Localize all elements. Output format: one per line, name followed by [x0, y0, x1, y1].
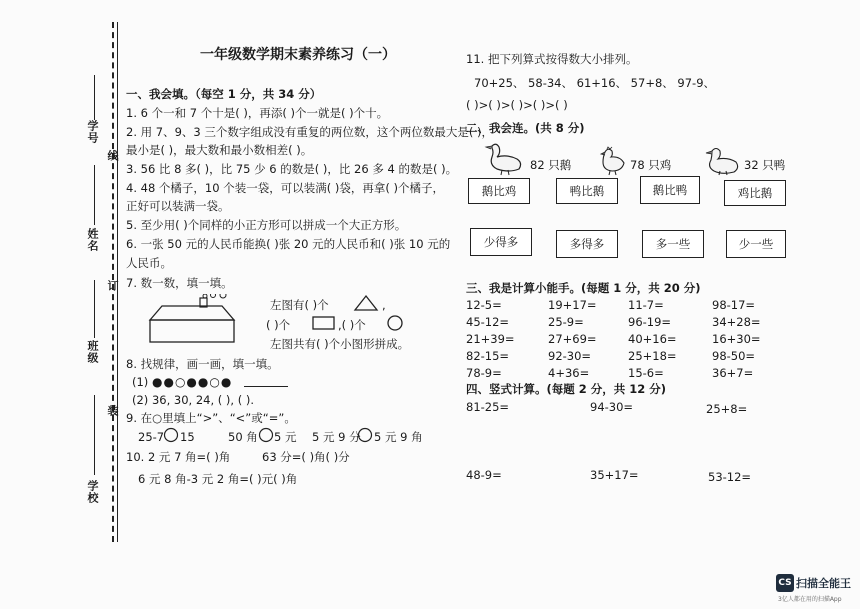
calc-r3-c1: 21+39= — [466, 332, 515, 346]
pattern-answer-line — [244, 386, 288, 387]
question-9: 9. 在○里填上“>”、“<”或“=”。 — [126, 411, 296, 425]
school-blank — [94, 395, 95, 475]
goose-count: 82 只鹅 — [530, 158, 572, 172]
calc-r5-c1: 78-9= — [466, 366, 502, 380]
chicken-icon — [598, 146, 628, 176]
question-8-1-pattern: ●●○●●○● — [152, 375, 233, 389]
calc-r1-c4: 98-17= — [712, 298, 756, 312]
watermark-tagline: 3亿人都在用的扫描App — [778, 596, 842, 603]
calc-r2-c2: 25-9= — [548, 315, 584, 329]
question-11-order: ( )>( )>( )>( )>( ) — [466, 98, 568, 112]
rectangle-icon — [312, 315, 336, 331]
question-2b: 最小是( )，最大数和最小数相差( )。 — [126, 143, 313, 157]
match-box-bottom-1[interactable]: 少得多 — [470, 228, 532, 256]
question-9-a-left: 25-7 — [138, 430, 165, 444]
question-1: 1. 6 个一和 7 个十是( )，再添( )个一就是( )个十。 — [126, 106, 389, 120]
question-5: 5. 至少用( )个同样的小正方形可以拼成一个大正方形。 — [126, 218, 407, 232]
calc-r4-c1: 82-15= — [466, 349, 510, 363]
calc-r4-c3: 25+18= — [628, 349, 677, 363]
duck-icon — [704, 146, 744, 176]
match-box-top-2[interactable]: 鸭比鹅 — [556, 178, 618, 204]
label-school: 学校 — [86, 480, 99, 504]
calc-r1-c3: 11-7= — [628, 298, 664, 312]
match-box-top-1[interactable]: 鹅比鸡 — [468, 178, 530, 204]
calc-r3-c2: 27+69= — [548, 332, 597, 346]
camscanner-logo-icon: CS — [776, 574, 794, 592]
vertical-calc-2: 94-30= — [590, 400, 634, 414]
calc-r5-c2: 4+36= — [548, 366, 590, 380]
calc-r2-c1: 45-12= — [466, 315, 510, 329]
section-1-heading: 一、我会填。（每空 1 分，共 34 分） — [126, 87, 322, 101]
question-7-line2a: ( )个 — [266, 318, 291, 332]
question-9-c-right: 5 元 9 角 — [374, 430, 423, 444]
question-3: 3. 56 比 8 多( )，比 75 少 6 的数是( )，比 26 多 4 的数是( )。 — [126, 162, 458, 176]
compare-circle-b[interactable] — [258, 427, 274, 443]
question-6b: 人民币。 — [126, 256, 172, 270]
question-11-expressions: 70+25、 58-34、 61+16、 57+8、 97-9、 — [474, 76, 716, 90]
fold-mark-line: 线 — [106, 150, 119, 162]
vertical-calc-5: 35+17= — [590, 468, 639, 482]
question-7-line2b: ,( )个 — [338, 318, 366, 332]
fold-mark-mount: 装 — [106, 405, 119, 417]
question-7-line1: 左图有( )个 — [270, 298, 329, 312]
name-blank — [94, 165, 95, 225]
calc-r5-c4: 36+7= — [712, 366, 754, 380]
question-9-b-right: 5 元 — [274, 430, 297, 444]
match-box-top-4[interactable]: 鸡比鹅 — [724, 180, 786, 206]
calc-r5-c3: 15-6= — [628, 366, 664, 380]
duck-count: 32 只鸭 — [744, 158, 786, 172]
calc-r1-c1: 12-5= — [466, 298, 502, 312]
question-7-line3: 左图共有( )个小图形拼成。 — [270, 337, 410, 351]
chicken-count: 78 只鸡 — [630, 158, 672, 172]
question-7: 7. 数一数，填一填。 — [126, 276, 233, 290]
fold-mark-bind: 订 — [106, 280, 119, 292]
class-blank — [94, 280, 95, 338]
match-box-top-3[interactable]: 鹅比鸭 — [640, 176, 700, 204]
vertical-calc-1: 81-25= — [466, 400, 510, 414]
question-11: 11. 把下列算式按得数大小排列。 — [466, 52, 638, 66]
question-8-1-label: (1) — [132, 375, 149, 389]
section-3-heading: 三、我是计算小能手。(每题 1 分，共 20 分) — [466, 281, 701, 295]
calc-r4-c2: 92-30= — [548, 349, 592, 363]
match-box-bottom-2[interactable]: 多得多 — [556, 230, 618, 258]
vertical-calc-3: 25+8= — [706, 402, 748, 416]
section-2-heading: 二、我会连。(共 8 分) — [466, 121, 585, 135]
calc-r4-c4: 98-50= — [712, 349, 756, 363]
question-4b: 正好可以装满一袋。 — [126, 199, 230, 213]
question-9-a-right: 15 — [180, 430, 195, 444]
compare-circle-a[interactable] — [163, 427, 179, 443]
question-9-b-left: 50 角 — [228, 430, 258, 444]
label-class: 班级 — [86, 340, 99, 364]
student-number-blank — [94, 75, 95, 120]
vertical-calc-6: 53-12= — [708, 470, 752, 484]
vertical-calc-4: 48-9= — [466, 468, 502, 482]
calc-r3-c3: 40+16= — [628, 332, 677, 346]
house-shape-figure — [140, 294, 240, 344]
label-name: 姓名 — [86, 228, 99, 252]
question-2a: 2. 用 7、9、3 三个数字组成没有重复的两位数，这个两位数最大是( )， — [126, 125, 494, 139]
goose-icon — [484, 142, 530, 176]
question-4a: 4. 48 个橘子，10 个装一袋，可以装满( )袋，再拿( )个橘子， — [126, 181, 444, 195]
question-10c: 6 元 8 角-3 元 2 角=( )元( )角 — [138, 472, 298, 486]
question-10a: 10. 2 元 7 角=( )角 — [126, 450, 231, 464]
question-8: 8. 找规律，画一画，填一填。 — [126, 357, 279, 371]
match-box-bottom-3[interactable]: 多一些 — [642, 230, 704, 258]
compare-circle-c[interactable] — [357, 427, 373, 443]
question-10b: 63 分=( )角( )分 — [262, 450, 350, 464]
question-6a: 6. 一张 50 元的人民币能换( )张 20 元的人民币和( )张 10 元的 — [126, 237, 451, 251]
triangle-icon — [353, 294, 379, 312]
watermark-app-name: 扫描全能王 — [796, 577, 851, 590]
calc-r3-c4: 16+30= — [712, 332, 761, 346]
calc-r1-c2: 19+17= — [548, 298, 597, 312]
circle-icon — [386, 314, 404, 332]
question-8-2: (2) 36, 30, 24, ( ), ( ). — [132, 393, 255, 407]
calc-r2-c4: 34+28= — [712, 315, 761, 329]
page-title: 一年级数学期末素养练习（一） — [200, 47, 396, 63]
question-9-c-left: 5 元 9 分 — [312, 430, 361, 444]
calc-r2-c3: 96-19= — [628, 315, 672, 329]
comma-1: , — [382, 298, 386, 312]
match-box-bottom-4[interactable]: 少一些 — [726, 230, 786, 258]
label-student-number: 学号 — [86, 120, 99, 144]
section-4-heading: 四、竖式计算。(每题 2 分，共 12 分) — [466, 382, 667, 396]
